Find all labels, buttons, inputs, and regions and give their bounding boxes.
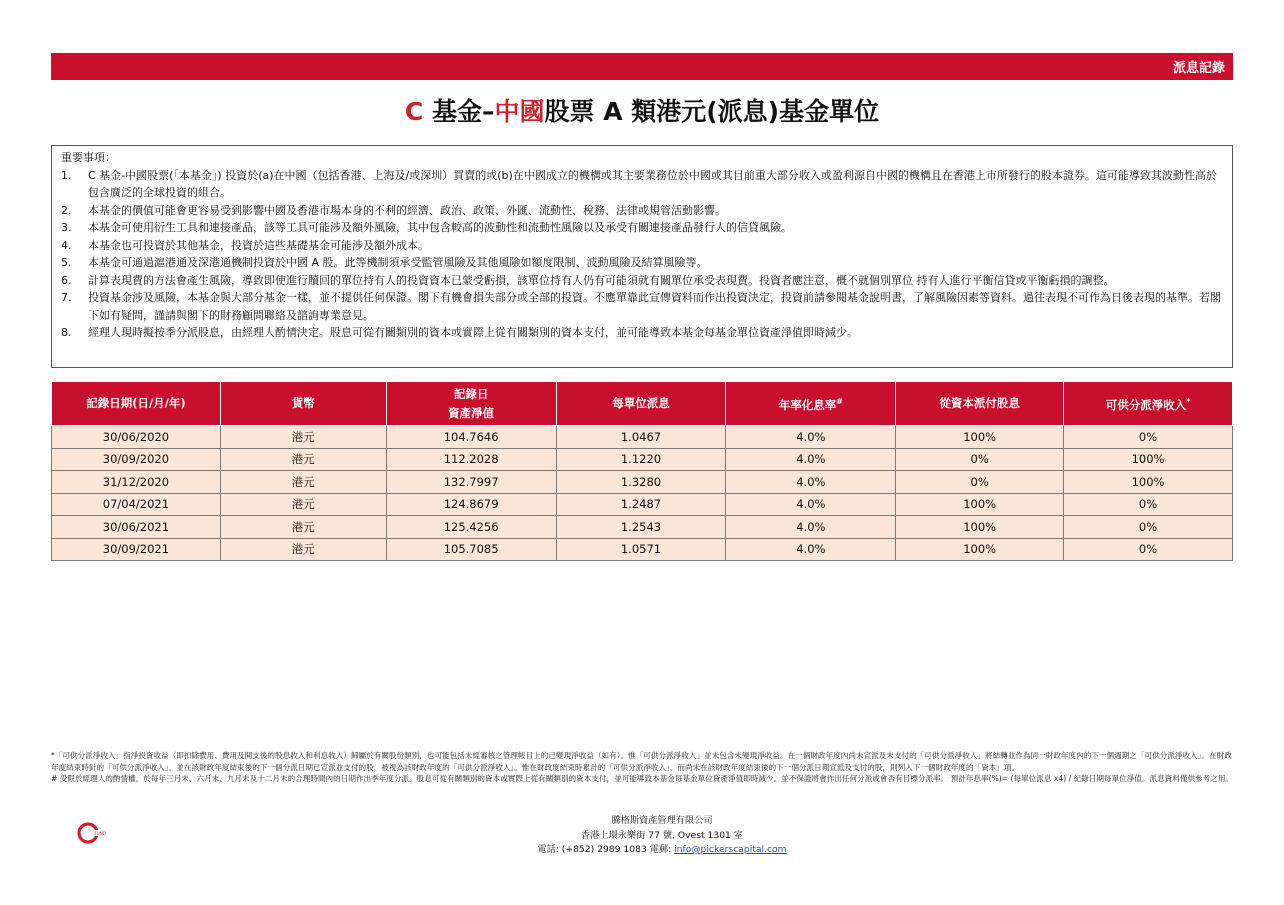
header-currency: 貨幣 (220, 382, 386, 426)
dividend-record-table (51, 381, 1233, 561)
cell-dividend: 1.2487 (556, 493, 726, 516)
cell-yield: 4.0% (726, 426, 896, 449)
svg-text:FUND: FUND (94, 831, 106, 836)
notice-text: 經理人現時擬按季分派股息，由經理人酌情決定。股息可從有關類別的資本或實際上從有關類別的資本支付，並可能導致本基金每基金單位資產淨值即時減少。 (88, 326, 858, 339)
title-class-desc: 類港元(派息)基金單位 (631, 97, 880, 126)
table-row (52, 516, 1233, 539)
cell-dividend: 1.0467 (556, 426, 726, 449)
table-row (52, 426, 1233, 449)
header-income-label: 可供分派淨收入 (1105, 397, 1187, 412)
cell-date: 31/12/2020 (52, 471, 221, 494)
notice-number: 5. (61, 256, 72, 269)
table-row (52, 493, 1233, 516)
page-title (51, 92, 1233, 132)
notice-text: 投資基金涉及風險，本基金與大部分基金一樣，並不提供任何保證。閣下有機會損失部分或全部的投資。不應單靠此宣傳資料而作出投資決定，投資前請參閱基金說明書，了解風險因素等資料。過往表現不可作為日後表現的基準。若閣下如有疑問，謹請與閣下的財務顧問聯絡及諮詢專業意見。 (88, 291, 1221, 322)
company-logo (76, 821, 104, 845)
notice-text: 本基金可使用衍生工具和連接產品，該等工具可能涉及額外風險，其中包含較高的波動性和流動性風險以及承受有關連接產品發行人的信貸風險。 (88, 221, 792, 234)
top-banner (51, 53, 1233, 80)
notice-item (61, 219, 1222, 237)
notice-number: 4. (61, 238, 72, 252)
notice-item (61, 237, 1222, 255)
footnote-dividend-policy: # 受限於經理人的酌情權，於每年三月末、六月末、九月末及十二月末的合理時間內的日期作出季年度分派。股息可從有關類別的資本或實際上從有關類別的資本支付，並可能導致本基金每基金單位資產淨值即時減少。並不保證將會作出任何分派或會否有目標分派率。 預計年息率(%)= (每單位派息 x4) / 紀錄日期每單位淨值。派息資料僅供參考之用。 (51, 774, 1234, 784)
header-paid-from-capital: 從資本派付股息 (896, 382, 1064, 426)
cell-yield: 4.0% (726, 493, 896, 516)
contact-phone: 電話: (+852) 2989 1083 電郵: (537, 844, 675, 855)
header-dividend-per-unit: 每單位派息 (556, 382, 726, 426)
cell-dividend: 1.2543 (556, 516, 726, 539)
header-net-income (1064, 382, 1233, 426)
cell-date: 30/09/2021 (52, 538, 221, 561)
notice-item (61, 324, 1222, 342)
notice-number: 6. (61, 273, 72, 287)
title-equity: 股票 (544, 97, 604, 126)
title-fund-letter: C (404, 97, 432, 126)
table-header-row (52, 382, 1233, 426)
cell-income: 0% (1064, 516, 1233, 539)
cell-nav: 125.4256 (386, 516, 556, 539)
cell-dividend: 1.1220 (556, 448, 726, 471)
cell-currency: 港元 (220, 493, 386, 516)
notice-text: C 基金-中國股票(「本基金」) 投資於(a)在中國（包括香港、上海及/或深圳）買賣的或(b)在中國成立的機構或其主要業務位於中國或其目前重大部分收入或盈利源自中國的機構且在香港上市所發行的股本證券。這可能導致其波動性高於包含廣泛的全球投資的組合。 (88, 168, 1217, 199)
notice-item (61, 272, 1222, 290)
title-china: 中國 (494, 97, 545, 126)
header-annualised-yield (726, 382, 896, 426)
notice-text: 本基金的價值可能會更容易受到影響中國及香港市場本身的不利的經濟、政治、政策、外匯、流動性、稅務、法律或規管活動影響。 (88, 203, 726, 217)
header-income-mark: * (1186, 397, 1191, 407)
cell-currency: 港元 (220, 426, 386, 449)
header-nav (386, 382, 556, 426)
cell-currency: 港元 (220, 448, 386, 471)
cell-capital: 100% (896, 538, 1064, 561)
notice-item (61, 289, 1222, 324)
cell-nav: 132.7997 (386, 471, 556, 494)
notice-number: 7. (61, 291, 72, 304)
cell-capital: 0% (896, 448, 1064, 471)
cell-dividend: 1.3280 (556, 471, 726, 494)
header-nav-line2: 資產淨值 (448, 405, 495, 420)
title-fund-word: 基金– (431, 97, 495, 126)
table-row (52, 448, 1233, 471)
cell-capital: 100% (896, 426, 1064, 449)
company-name: 騰格斯資產管理有限公司 (611, 815, 713, 826)
cell-income: 100% (1064, 471, 1233, 494)
title-class-letter: A (603, 97, 632, 126)
cell-date: 30/06/2021 (52, 516, 221, 539)
cell-currency: 港元 (220, 538, 386, 561)
cell-income: 0% (1064, 426, 1233, 449)
cell-yield: 4.0% (726, 448, 896, 471)
notice-number: 2. (61, 203, 72, 217)
notice-number: 8. (61, 326, 72, 339)
table-row (52, 471, 1233, 494)
cell-date: 07/04/2021 (52, 493, 221, 516)
cell-capital: 100% (896, 516, 1064, 539)
company-contact (477, 843, 847, 858)
cell-nav: 104.7646 (386, 426, 556, 449)
cell-nav: 105.7085 (386, 538, 556, 561)
table-row (52, 538, 1233, 561)
footnotes (51, 750, 1233, 785)
banner-label: 派息記錄 (1172, 61, 1225, 76)
company-address: 香港上環永樂街 77 號, Ovest 1301 室 (581, 829, 743, 841)
important-notice-box (51, 145, 1233, 368)
header-nav-line1: 記錄日 (453, 386, 489, 401)
cell-yield: 4.0% (726, 471, 896, 494)
header-record-date: 記錄日期(日/月/年) (52, 382, 221, 426)
notice-heading: 重要事項： (61, 151, 116, 164)
cell-dividend: 1.0571 (556, 538, 726, 561)
notice-item (61, 167, 1222, 202)
notice-text: 計算表現費的方法會產生風險，導致即使進行贖回的單位持有人的投資資本已蒙受虧損，該單位持有人仍有可能須就有關單位承受表現費。投資者應注意，概不就個別單位 持有人進行平衡信貸或平衡虧損的調整。 (88, 273, 1115, 287)
notice-item (61, 254, 1222, 272)
notice-number: 3. (61, 221, 72, 234)
header-yield-label: 年率化息率 (778, 397, 837, 412)
logo-c-icon (76, 821, 104, 845)
cell-nav: 112.2028 (386, 448, 556, 471)
cell-capital: 100% (896, 493, 1064, 516)
email-link[interactable]: info@pickerscapital.com (674, 844, 787, 855)
notice-text: 本基金可通過滬港通及深港通機制投資於中國 A 股。此等機制須承受監管風險及其他風險如額度限制、波動風險及結算風險等。 (88, 256, 708, 269)
cell-income: 0% (1064, 538, 1233, 561)
cell-yield: 4.0% (726, 516, 896, 539)
cell-currency: 港元 (220, 516, 386, 539)
notice-text: 本基金也可投資於其他基金，投資於這些基礎基金可能涉及額外成本。 (88, 238, 429, 252)
cell-yield: 4.0% (726, 538, 896, 561)
footnote-net-income: *「可供分派淨收入」指淨投資收益（即扣除費用、費用及開支後的股息收入和利息收入）歸屬於有關股份類別，也可能包括未經審核之管理帳目上的已變現淨收益（如有）。惟「可供分派淨收入」並未包含未變現淨收益。在一個財政年度內尚未宣派及未支付的「可供分派淨收入」將結轉並作為同一財政年度內的下一個週期之「可供分派淨收入」。在財政年度結束時針的「可供分派淨收入」，並在該財政年度結束後的下一個分派日期已宣派並支付的股，被視為該財政年度的「可供分派淨收入」。惟在財政度結束時累計的「可供分派淨收入」，而尚未在該財政年度結束後的下一個分派日期宣派及支付的股，則列入下一個財政年度的「資本」項。 (51, 751, 1232, 772)
cell-currency: 港元 (220, 471, 386, 494)
cell-nav: 124.8679 (386, 493, 556, 516)
notice-number: 1. (61, 168, 72, 182)
cell-capital: 0% (896, 471, 1064, 494)
company-contact-block (477, 814, 847, 858)
cell-date: 30/09/2020 (52, 448, 221, 471)
cell-date: 30/06/2020 (52, 426, 221, 449)
cell-income: 100% (1064, 448, 1233, 471)
cell-income: 0% (1064, 493, 1233, 516)
notice-item (61, 202, 1222, 220)
header-yield-mark: # (836, 397, 843, 407)
